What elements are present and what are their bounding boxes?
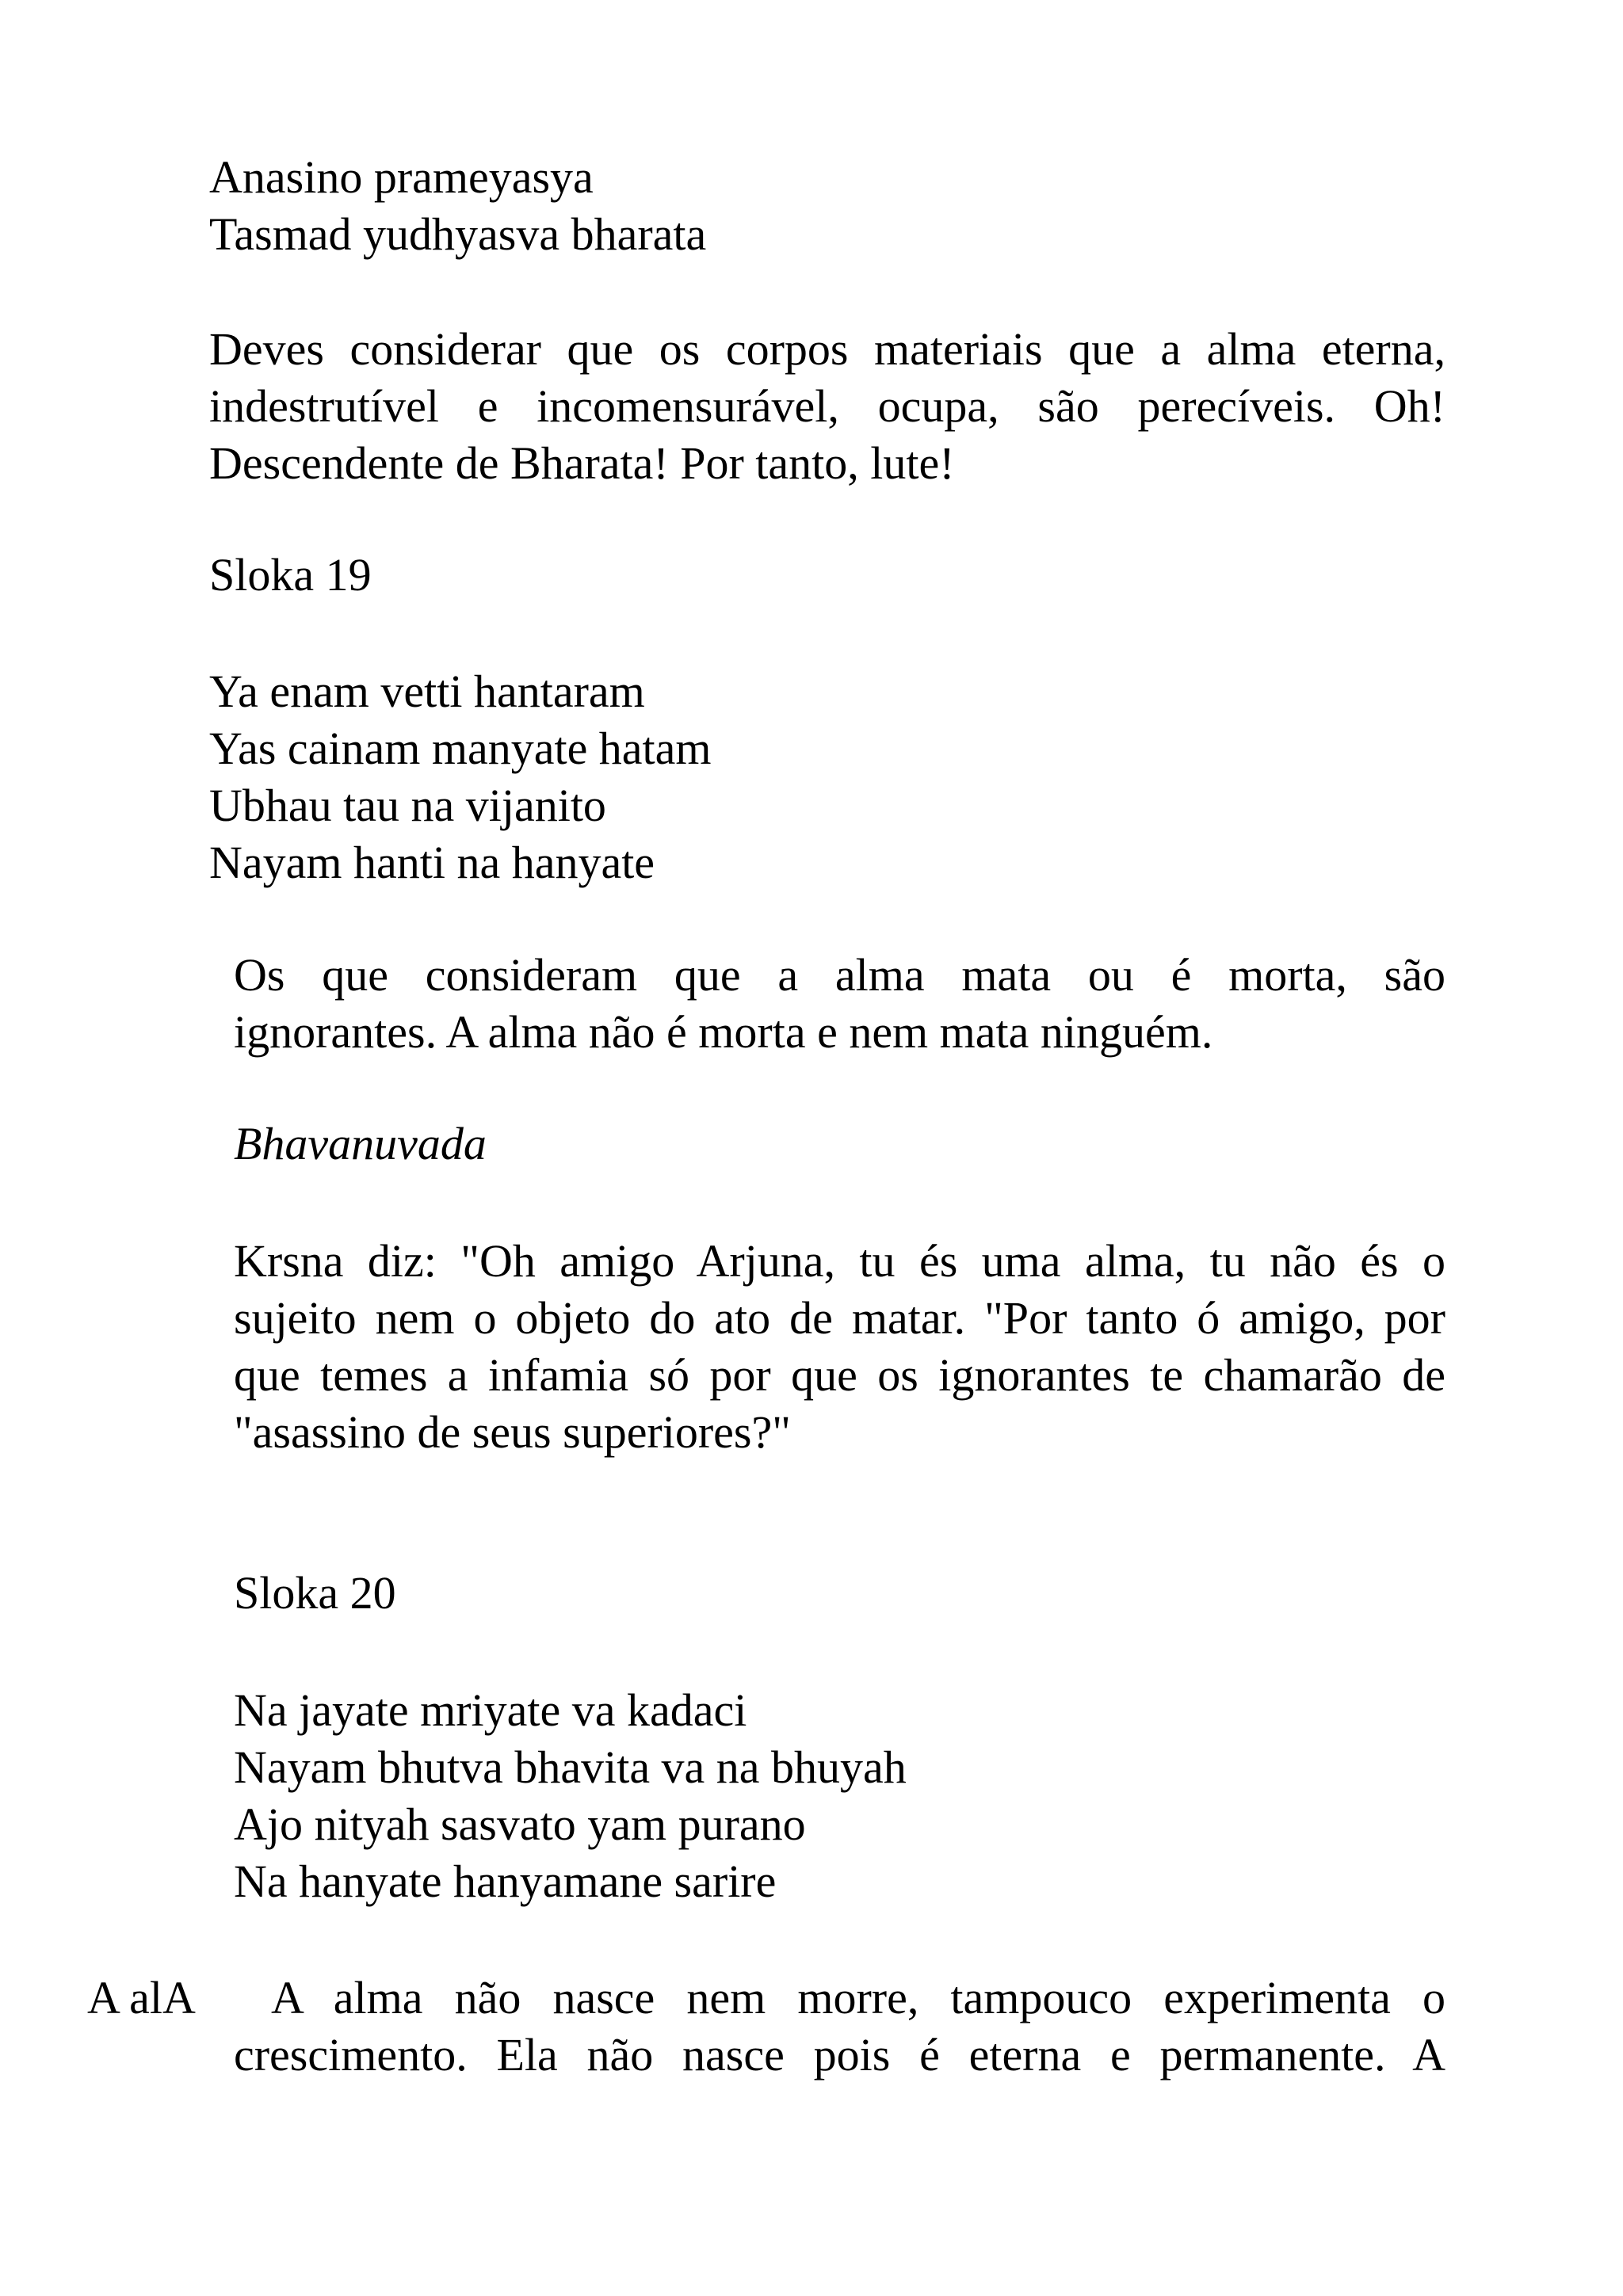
paragraph-line: Descendente de Bharata! Por tanto, lute! xyxy=(209,437,955,489)
margin-fragment: A alA xyxy=(87,1972,196,2023)
verse-line: Ajo nityah sasvato yam purano xyxy=(234,1798,806,1850)
sloka-20-heading: Sloka 20 xyxy=(234,1567,396,1619)
bhavanuvada-heading: Bhavanuvada xyxy=(234,1118,487,1169)
paragraph-line: "asassino de seus superiores?" xyxy=(234,1406,791,1458)
verse-19 xyxy=(209,663,712,891)
verse-18-tail xyxy=(209,149,706,263)
paragraph-line: A alma não nasce nem morre, tampouco experimenta o xyxy=(271,1972,1445,2023)
paragraph-line: que temes a infamia só por que os ignorantes te chamarão de xyxy=(234,1349,1445,1401)
verse-line: Nayam hanti na hanyate xyxy=(209,837,655,888)
verse-20 xyxy=(234,1682,907,1910)
verse-line: Yas cainam manyate hatam xyxy=(209,723,712,774)
sloka-19-heading: Sloka 19 xyxy=(209,549,372,601)
verse-line: Ubhau tau na vijanito xyxy=(209,780,606,831)
translation-20 xyxy=(234,1970,1445,2084)
verse-line: Nayam bhutva bhavita va na bhuyah xyxy=(234,1741,907,1793)
translation-18 xyxy=(209,321,1445,492)
verse-line: Anasino prameyasya xyxy=(209,151,594,203)
bhavanuvada-19 xyxy=(234,1233,1445,1461)
paragraph-line: ignorantes. A alma não é morta e nem mata ninguém. xyxy=(234,1006,1213,1058)
paragraph-line: Deves considerar que os corpos materiais que a alma eterna, xyxy=(209,323,1445,375)
verse-line: Ya enam vetti hantaram xyxy=(209,666,645,717)
paragraph-line: indestrutível e incomensurável, ocupa, são perecíveis. Oh! xyxy=(209,380,1445,432)
verse-line: Na jayate mriyate va kadaci xyxy=(234,1684,747,1736)
paragraph-line: crescimento. Ela não nasce pois é eterna e permanente. A xyxy=(234,2029,1445,2081)
paragraph-line: Krsna diz: "Oh amigo Arjuna, tu és uma alma, tu não és o xyxy=(234,1235,1445,1287)
paragraph-line: sujeito nem o objeto do ato de matar. "Por tanto ó amigo, por xyxy=(234,1292,1445,1344)
translation-19 xyxy=(234,947,1445,1061)
verse-line: Tasmad yudhyasva bharata xyxy=(209,208,707,260)
verse-line: Na hanyate hanyamane sarire xyxy=(234,1855,777,1907)
paragraph-line: Os que consideram que a alma mata ou é morta, são xyxy=(234,949,1445,1001)
